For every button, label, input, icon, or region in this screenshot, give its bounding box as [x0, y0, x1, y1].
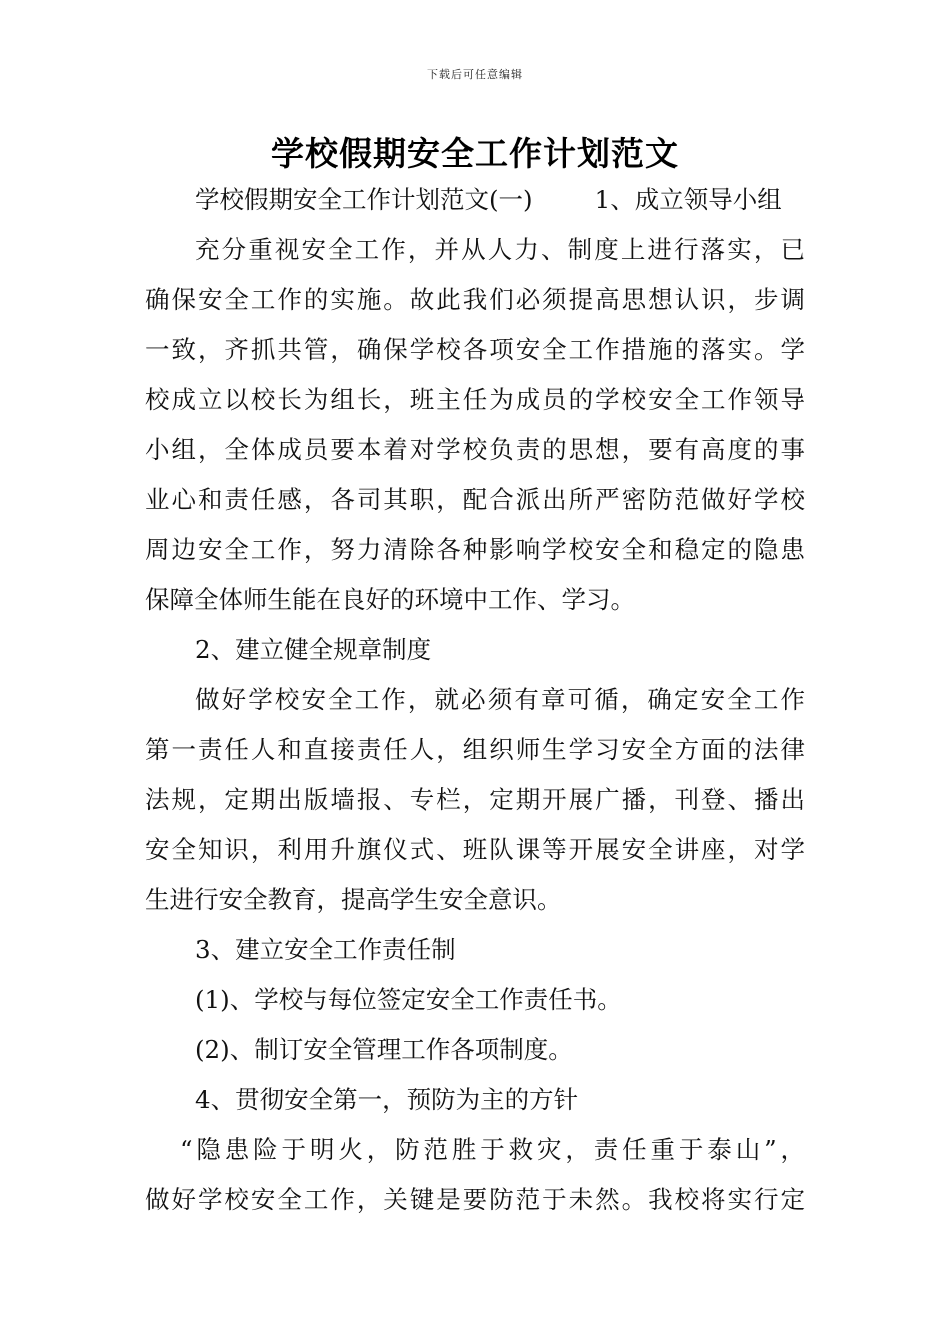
section-4-heading: 4、贯彻安全第一，预防为主的方针 [195, 1085, 579, 1114]
paragraph-line: 小组，全体成员要本着对学校负责的思想，要有高度的事 [145, 435, 805, 464]
paragraph-line: 做好学校安全工作，就必须有章可循，确定安全工作 [195, 685, 805, 714]
paragraph-line: 周边安全工作，努力清除各种影响学校安全和稳定的隐患 [145, 535, 805, 564]
paragraph-line: “隐患险于明火，防范胜于救灾，责任重于泰山”， [180, 1135, 805, 1164]
paragraph-line: 保障全体师生能在良好的环境中工作、学习。 [145, 585, 635, 614]
list-item: (2)、制订安全管理工作各项制度。 [195, 1035, 573, 1064]
section-3-heading: 3、建立安全工作责任制 [195, 935, 456, 964]
section-1-heading: 1、成立领导小组 [594, 185, 782, 214]
paragraph-line: 第一责任人和直接责任人，组织师生学习安全方面的法律 [145, 735, 805, 764]
paragraph-line: 业心和责任感，各司其职，配合派出所严密防范做好学校 [145, 485, 805, 514]
page-header-note: 下载后可任意编辑 [427, 68, 523, 81]
list-item: (1)、学校与每位签定安全工作责任书。 [195, 985, 622, 1014]
paragraph-line: 充分重视安全工作，并从人力、制度上进行落实，已 [195, 235, 805, 264]
document-title: 学校假期安全工作计划范文 [271, 134, 679, 173]
paragraph-line: 安全知识，利用升旗仪式、班队课等开展安全讲座，对学 [145, 835, 805, 864]
paragraph-line: 生进行安全教育，提高学生安全意识。 [145, 885, 562, 914]
document-subtitle-line [195, 184, 805, 216]
paragraph-line: 法规，定期出版墙报、专栏，定期开展广播，刊登、播出 [145, 785, 805, 814]
paragraph-line: 做好学校安全工作，关键是要防范于未然。我校将实行定 [145, 1185, 805, 1214]
paragraph-line: 校成立以校长为组长，班主任为成员的学校安全工作领导 [145, 385, 805, 414]
document-subtitle: 学校假期安全工作计划范文(一) [195, 185, 533, 214]
paragraph-line: 确保安全工作的实施。故此我们必须提高思想认识，步调 [145, 285, 805, 314]
section-2-heading: 2、建立健全规章制度 [195, 635, 432, 664]
paragraph-line: 一致，齐抓共管，确保学校各项安全工作措施的落实。学 [145, 335, 805, 364]
